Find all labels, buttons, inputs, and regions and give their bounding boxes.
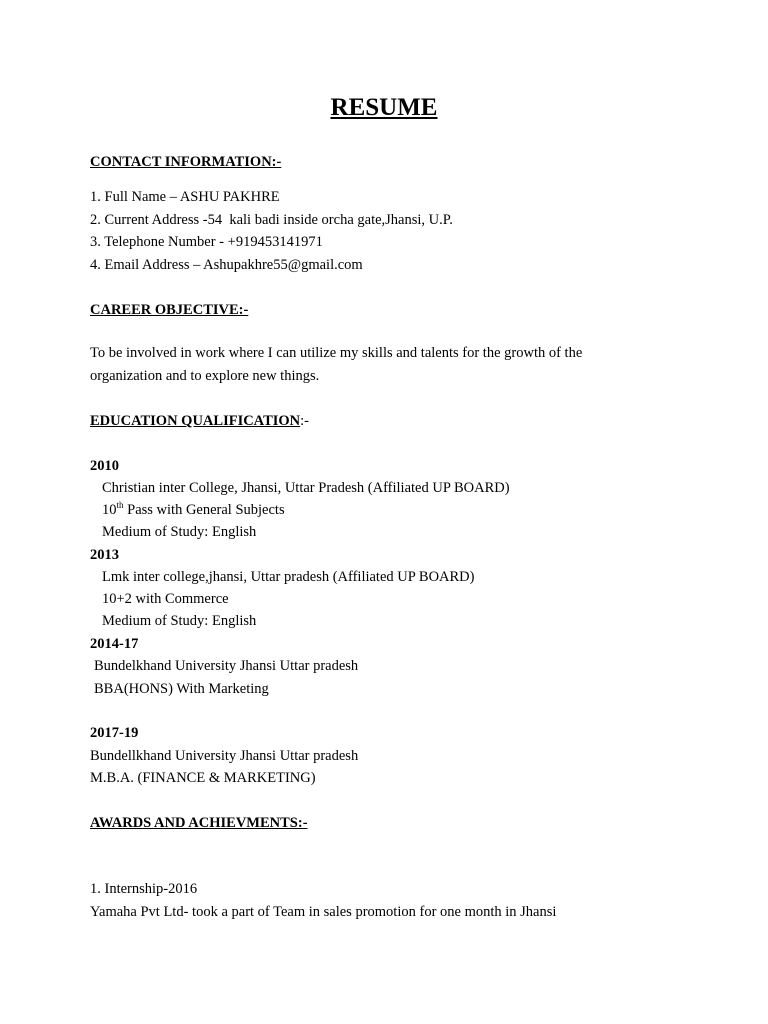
contact-full-name: 1. Full Name – ASHU PAKHRE <box>90 189 280 205</box>
education-university: Bundelkhand University Jhansi Uttar pradesh <box>94 658 359 674</box>
education-degree: M.B.A. (FINANCE & MARKETING) <box>90 770 316 786</box>
objective-text: To be involved in work where I can utilize my skills and talents for the growth of the organization and to explore new things. <box>90 345 583 384</box>
education-university: Bundellkhand University Jhansi Uttar pradesh <box>90 748 359 764</box>
education-grade-detail: Pass with General Subjects <box>127 502 285 518</box>
page-title: RESUME <box>330 94 438 121</box>
award-detail: Yamaha Pvt Ltd- took a part of Team in sales promotion for one month in Jhansi <box>90 904 557 920</box>
education-grade: 10 <box>102 502 117 518</box>
education-school: Lmk inter college,jhansi, Uttar pradesh (Affiliated UP BOARD) <box>102 569 475 585</box>
education-degree: BBA(HONS) With Marketing <box>94 681 269 697</box>
education-year-2010: 2010 <box>90 458 119 474</box>
education-heading: EDUCATION QUALIFICATION <box>90 413 301 429</box>
contact-email: 4. Email Address – Ashupakhre55@gmail.com <box>90 257 363 273</box>
awards-heading: AWARDS AND ACHIEVMENTS:- <box>90 815 308 831</box>
contact-heading: CONTACT INFORMATION:- <box>90 154 282 170</box>
objective-heading: CAREER OBJECTIVE:- <box>90 302 249 318</box>
education-grade-detail: 10+2 with Commerce <box>102 591 229 607</box>
education-heading-suffix: :- <box>300 413 309 429</box>
education-year-2017-19: 2017-19 <box>90 725 139 741</box>
education-year-2013: 2013 <box>90 547 119 563</box>
education-year-2014-17: 2014-17 <box>90 636 139 652</box>
contact-address: 2. Current Address -54 kali badi inside orcha gate,Jhansi, U.P. <box>90 212 453 228</box>
education-medium: Medium of Study: English <box>102 613 257 629</box>
education-grade-line <box>102 502 285 519</box>
contact-telephone: 3. Telephone Number - +919453141971 <box>90 234 323 250</box>
award-item: 1. Internship-2016 <box>90 881 198 897</box>
education-heading-line <box>90 413 309 430</box>
education-medium: Medium of Study: English <box>102 524 257 540</box>
education-school: Christian inter College, Jhansi, Uttar Pradesh (Affiliated UP BOARD) <box>102 480 510 496</box>
education-grade-suffix: th <box>116 500 124 511</box>
